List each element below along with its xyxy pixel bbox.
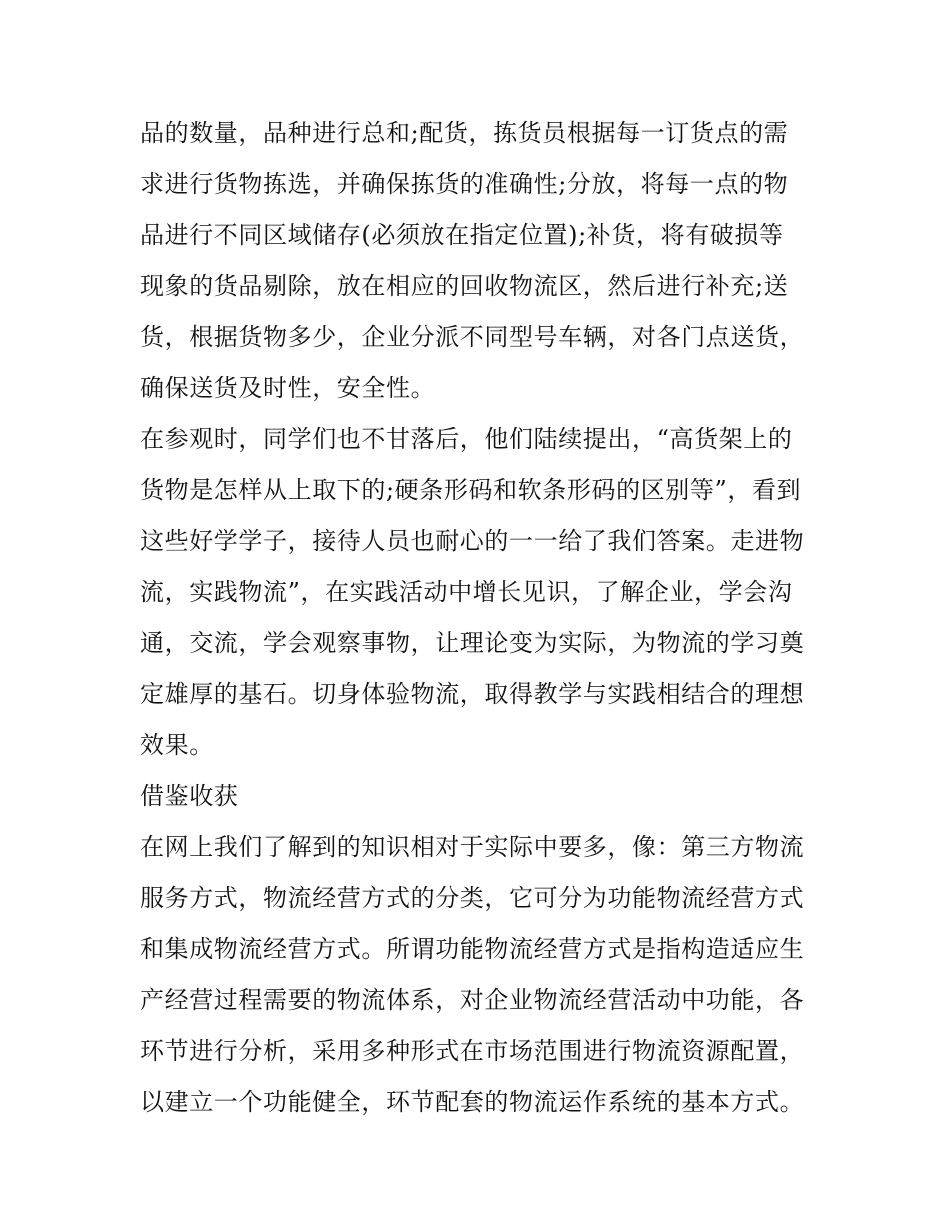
body-text [140,108,820,1128]
text-line: 品的数量，品种进行总和;配货，拣货员根据每一订货点的需 [140,119,789,147]
text-line: 求进行货物拣选，并确保拣货的准确性;分放，将每一点的物 [140,170,789,198]
text-line: 和集成物流经营方式。所谓功能物流经营方式是指构造适应生 [140,935,805,963]
text-line: 服务方式，物流经营方式的分类，它可分为功能物流经营方式 [140,884,805,912]
text-line: 货物是怎样从上取下的;硬条形码和软条形码的区别等”，看到 [140,476,802,504]
text-line: 通，交流，学会观察事物，让理论变为实际，为物流的学习奠 [140,629,805,657]
text-line: 流，实践物流”，在实践活动中增长见识，了解企业，学会沟 [140,578,793,606]
text-line: 定雄厚的基石。切身体验物流，取得教学与实践相结合的理想 [140,680,805,708]
text-line: 环节进行分析，采用多种形式在市场范围进行物流资源配置， [140,1037,805,1065]
text-line: 这些好学学子，接待人员也耐心的一一给了我们答案。走进物 [140,527,805,555]
text-line: 在网上我们了解到的知识相对于实际中要多，像：第三方物流 [140,833,805,861]
text-line: 以建立一个功能健全，环节配套的物流运作系统的基本方式。 [140,1088,805,1116]
text-line: 效果。 [140,731,214,759]
text-line: 现象的货品剔除，放在相应的回收物流区，然后进行补充;送 [140,272,789,300]
text-line: 在参观时，同学们也不甘落后，他们陆续提出，“高货架上的 [140,425,793,453]
text-line: 确保送货及时性，安全性。 [140,374,436,402]
text-line: 品进行不同区域储存(必须放在指定位置);补货，将有破损等 [140,221,784,249]
text-line: 产经营过程需要的物流体系，对企业物流经营活动中功能，各 [140,986,805,1014]
text-line: 货，根据货物多少，企业分派不同型号车辆，对各门点送货， [140,323,805,351]
section-heading: 借鉴收获 [140,782,239,810]
